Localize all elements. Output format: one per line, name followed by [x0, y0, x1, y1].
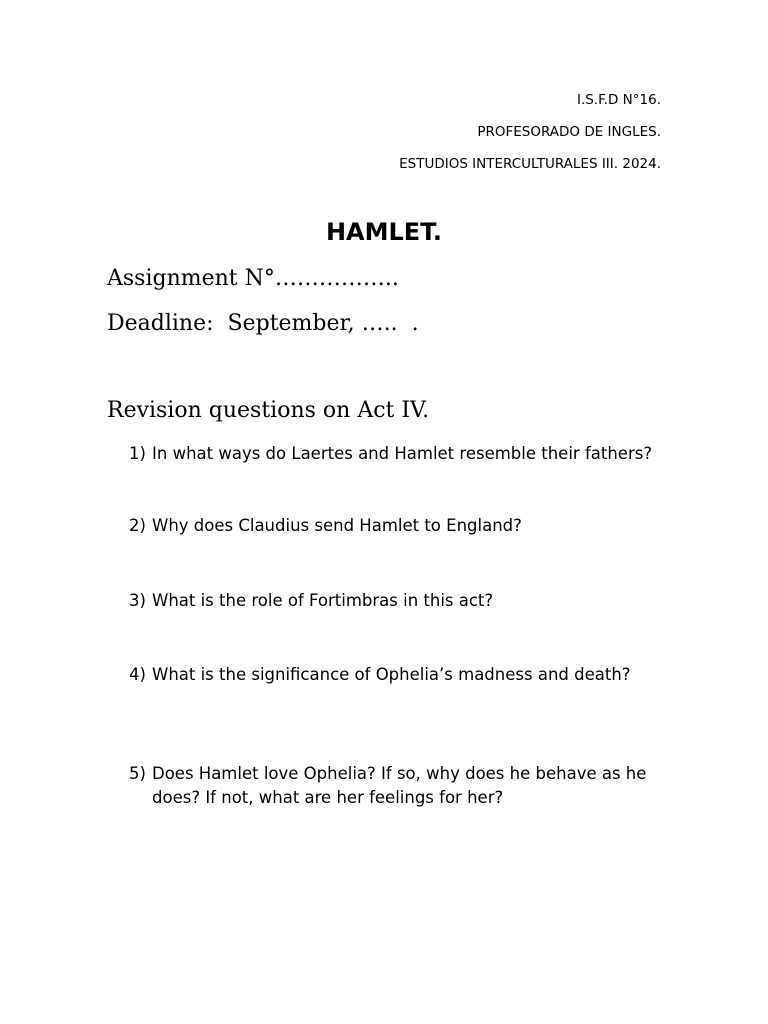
question-item: [129, 589, 669, 613]
question-number: 1): [129, 444, 146, 463]
question-text: What is the role of Fortimbras in this act?: [152, 591, 494, 610]
question-text: In what ways do Laertes and Hamlet resemble their fathers?: [152, 444, 653, 463]
question-number: 5): [129, 764, 146, 783]
header-program: PROFESORADO DE INGLES.: [477, 124, 661, 140]
question-item: [129, 442, 669, 466]
question-item: [129, 663, 669, 687]
question-item: [129, 514, 669, 538]
header-course: ESTUDIOS INTERCULTURALES III. 2024.: [399, 156, 661, 172]
question-number: 2): [129, 516, 146, 535]
document-title: HAMLET.: [325, 218, 443, 246]
question-number: 3): [129, 591, 146, 610]
question-text: Why does Claudius send Hamlet to England?: [152, 516, 522, 535]
question-number: 4): [129, 665, 146, 684]
deadline-line: Deadline: September, ….. .: [107, 311, 419, 336]
section-heading: Revision questions on Act IV.: [107, 398, 430, 423]
assignment-line: Assignment N°……………..: [107, 266, 399, 291]
question-text: Does Hamlet love Ophelia? If so, why does he behave as he does? If not, what are her feelings for her?: [152, 764, 647, 807]
question-text: What is the significance of Ophelia’s madness and death?: [152, 665, 631, 684]
question-item: [129, 762, 669, 810]
header-institute: I.S.F.D N°16.: [576, 92, 661, 108]
